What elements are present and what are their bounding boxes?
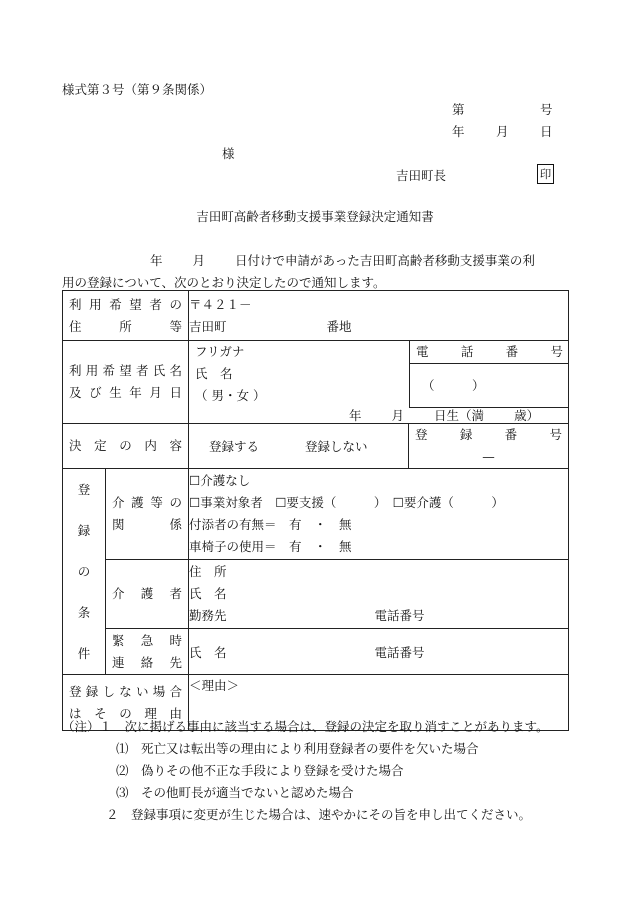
name-label: 氏 名 <box>195 366 233 381</box>
date-year: 年 <box>452 124 465 139</box>
intro-year: 年 <box>150 253 163 268</box>
decision-label: 決定の内容 <box>63 424 189 469</box>
intro-paragraph <box>62 250 572 294</box>
no-care-checkbox[interactable]: ☐介護なし <box>189 472 251 488</box>
town-name: 吉田町 <box>189 318 227 334</box>
attendant-choice[interactable]: 付添者の有無＝ 有 ・ 無 <box>189 516 352 532</box>
note-2: ２ 登録事項に変更が生じた場合は、速やかにその旨を申し出てください。 <box>106 807 532 822</box>
note-1-2: ⑵ 偽りその他不正な手段により登録を受けた場合 <box>116 763 404 778</box>
date-month: 月 <box>496 124 509 139</box>
emergency-phone: 電話番号 <box>374 644 425 660</box>
note-1-3: ⑶ その他町長が適当でないと認めた場合 <box>116 785 354 800</box>
number-prefix: 第 <box>452 102 465 117</box>
phone-label: 電話番号 <box>410 341 569 364</box>
register-option[interactable]: 登録する <box>209 439 260 454</box>
caregiver-workplace: 勤務先 <box>189 607 227 623</box>
issuer-name: 吉田町長 <box>396 168 447 183</box>
note-1-1: ⑴ 死亡又は転出等の理由により利用登録者の要件を欠いた場合 <box>116 741 479 756</box>
document-title: 吉田町高齢者移動支援事業登録決定通知書 <box>196 209 434 224</box>
caregiver-field[interactable] <box>189 559 569 628</box>
address-label: 利用希望者の 住所等 <box>63 291 189 341</box>
phone-field[interactable]: （ ） <box>422 378 485 393</box>
care-relation-field[interactable] <box>189 469 569 560</box>
reg-no-dash: — <box>482 449 495 464</box>
reason-label: 登録しない場合 はその理由 <box>63 675 189 731</box>
name-birth-label: 利用希望者氏名 及び生年月日 <box>63 341 189 424</box>
date-day: 日 <box>540 124 553 139</box>
caregiver-label: 介護者 <box>106 559 189 628</box>
caregiver-phone: 電話番号 <box>374 607 425 623</box>
care-level-checkboxes[interactable]: ☐事業対象者 ☐要支援（ ） ☐要介護（ ） <box>189 494 504 510</box>
intro-text-1: 日付けで申請があった吉田町高齢者移動支援事業の利 <box>235 253 535 268</box>
emergency-contact-field[interactable] <box>189 629 569 675</box>
birth-year: 年 <box>349 408 362 423</box>
address-field[interactable] <box>189 291 569 341</box>
registration-table <box>62 290 569 731</box>
age-label: 歳） <box>514 408 540 423</box>
emergency-contact-label: 緊急時 連絡先 <box>106 629 189 675</box>
conditions-label: 登 録 の 条 件 <box>63 469 106 675</box>
intro-text-2: 用の登録について、次のとおり決定したので通知します。 <box>62 275 386 290</box>
note-1: （注）１ 次に掲げる事由に該当する場合は、登録の決定を取り消すことがあります。 <box>62 719 549 734</box>
birth-month: 月 <box>391 408 405 423</box>
caregiver-name: 氏 名 <box>189 585 227 601</box>
furigana-label: フリガナ <box>195 344 245 359</box>
reg-no-label: 登録番号 <box>415 427 563 442</box>
wheelchair-choice[interactable]: 車椅子の使用＝ 有 ・ 無 <box>189 538 352 554</box>
intro-month: 月 <box>192 253 206 268</box>
postal-code: 〒４２１－ <box>189 296 252 312</box>
not-register-option[interactable]: 登録しない <box>305 439 368 454</box>
care-relation-label: 介護等の 関係 <box>106 469 189 560</box>
number-suffix: 号 <box>540 102 553 117</box>
registration-number-cell <box>409 424 569 469</box>
birth-day-age: 日生（満 <box>434 408 485 423</box>
form-number: 様式第３号（第９条関係） <box>62 82 213 97</box>
emergency-name: 氏 名 <box>189 644 227 660</box>
reason-text: ＜理由＞ <box>189 678 240 693</box>
banchi-label: 番地 <box>326 318 352 334</box>
gender-choice: （ 男・女 ） <box>195 388 266 403</box>
caregiver-address: 住 所 <box>189 563 227 579</box>
addressee-honorific: 様 <box>222 146 235 161</box>
decision-options[interactable] <box>189 424 409 469</box>
name-field[interactable] <box>195 341 405 407</box>
seal-mark: 印 <box>537 164 554 184</box>
